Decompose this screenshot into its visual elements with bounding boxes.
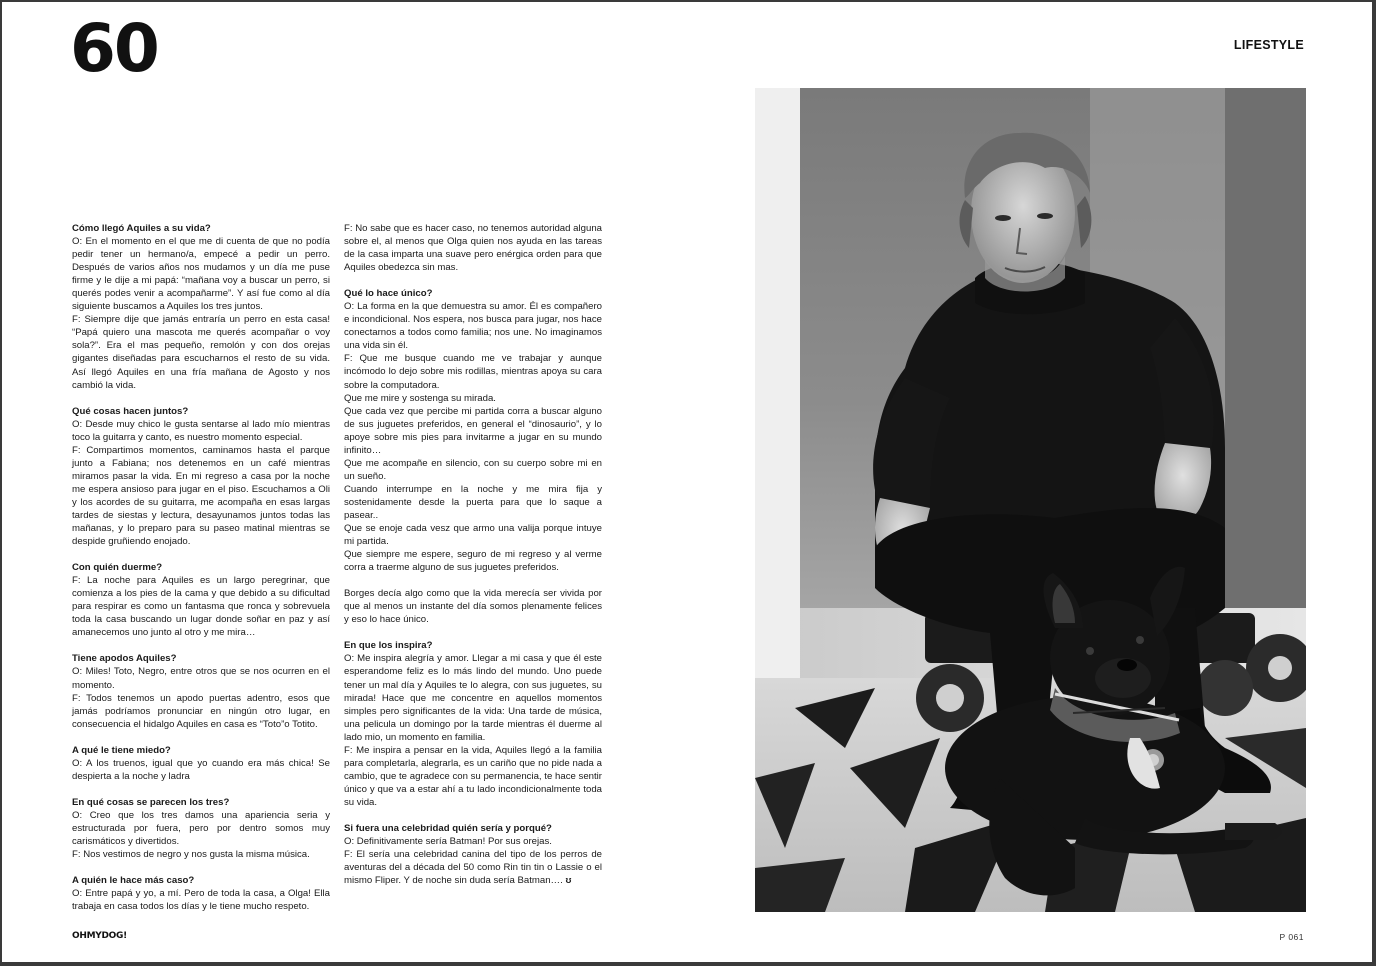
answer: Que se enoje cada vesz que armo una valija porque intuye mi partida. [344,523,602,548]
question: Cómo llegó Aquiles a su vida? [72,223,211,234]
portrait-photo [755,88,1306,912]
qa-block-celebrity [344,822,602,887]
qa-block-similarities [72,796,330,861]
question: Con quién duerme? [72,562,163,574]
magazine-spread [2,2,1372,962]
page-number: P 061 [1279,932,1304,942]
section-label: LIFESTYLE [1233,38,1304,52]
interview-column-left [72,222,330,926]
answer: O: En el momento en el que me di cuenta de que no podía pedir tener un hermano/a, empecé a pedir un perro. Después de varios años nos mudamos y un día me puse firme y le dije a mi papá: “mañana voy a buscar un perro, si querés podes venir a acompañarme”. Y así fue como al día siguiente buscamos a Aquiles los tres juntos. [72,236,330,313]
answer: O: Creo que los tres damos una apariencia seria y estructurada por fuera, pero por dentro somos muy carismáticos y divertidos. [72,809,330,847]
qa-block-sleep [72,561,330,639]
question: Tiene apodos Aquiles? [72,653,177,665]
qa-block-inspiration [344,639,602,809]
answer [344,848,602,887]
answer: F: No sabe que es hacer caso, no tenemos autoridad alguna sobre el, al menos que Olga quien nos ayuda en las tareas de la casa imparta una suave pero enérgica orden para que Aquiles obedezca sin mas. [344,223,602,274]
answer: F: Compartimos momentos, caminamos hasta el parque junto a Fabiana; nos detenemos en un café mientras miramos pasar la vida. En mi regreso a casa por la noche me espera ansioso para jugar en el piso. Escuchamos a Oli y los acordes de su guitarra, me acompaña en esas largas tardes de siestas y lectura, desayunamos juntos todas las mañanas, y lo preparo para su paseo matinal mientras se despide gruñiendo enojado. [72,444,330,548]
end-mark-icon: ʊ [565,875,572,887]
answer-text: F: El sería una celebridad canina del tipo de los perros de aventuras del a década del 50 como Rin tin tin o Lassie o el mismo Fliper. Y de noche sin duda sería Batman…. [344,849,602,887]
qa-block-nicknames [72,652,330,730]
answer: O: Desde muy chico le gusta sentarse al lado mío mientras toco la guitarra y canto, es nuestro momento especial. [72,418,330,443]
answer: Que siempre me espere, seguro de mi regreso y al verme corra a traerme alguno de sus juguetes preferidos. [344,549,602,574]
issue-number: 60 [70,10,158,87]
answer: O: Entre papá y yo, a mí. Pero de toda la casa, a Olga! Ella trabaja en casa todos los días y le tiene mucho respeto. [72,888,330,913]
photo-illustration [755,88,1306,912]
qa-block-obedience [72,874,330,913]
answer: F: Que me busque cuando me ve trabajar y aunque incómodo lo dejo sobre mis rodillas, mientras apoya su cara sobre la computadora. [344,353,602,391]
answer: O: A los truenos, igual que yo cuando era más chica! Se despierta a la noche y ladra [72,757,330,782]
question: Si fuera una celebridad quién sería y porqué? [344,822,552,834]
answer: F: Nos vestimos de negro y nos gusta la misma música. [72,849,310,861]
question: En qué cosas se parecen los tres? [72,796,230,808]
answer: Cuando interrumpe en la noche y me mira fija y sostenidamente desde la puerta para que lo saque a pasear.. [344,483,602,521]
qa-block-together [72,405,330,549]
answer: Que cada vez que percibe mi partida corra a buscar alguno de sus juguetes preferidos, en general el “dinosaurio”, y lo apoye sobre mis pies para invitarme a jugar en su mundo infinito… [344,405,602,456]
answer: Borges decía algo como que la vida merecía ser vivida por que al menos un instante del día somos plenamente felices y eso lo hace único. [344,588,602,626]
answer: O: La forma en la que demuestra su amor. Él es compañero e incondicional. Nos espera, nos busca para jugar, nos hace conectarnos a todos como familia; nos une. No imaginamos una vida sin él. [344,301,602,352]
brand-logo: OHMYDOG! [72,931,127,941]
answer: O: Me inspira alegría y amor. Llegar a mi casa y que él este esperandome feliz es lo más lindo del mundo. Uno puede tener un mal día y Aquiles te lo alegra, con sus juguetes, su mirada! Hace que me concentre en aquellos momentos simples pero significantes de la vida: Una tarde de música, una pelicula un domingo por la tarde mientras él duerme al lado mio, un momento en familia. [344,653,602,743]
answer: O: Miles! Toto, Negro, entre otros que se nos ocurren en el momento. [72,666,330,691]
qa-block-fears [72,744,330,783]
question: A qué le tiene miedo? [72,744,171,756]
answer: F: Me inspira a pensar en la vida, Aquiles llegó a la familia para completarla, alegrarla, es un cariño que no pide nada a cambio, que te agradece con su permanencia, te hace sentir único y que va a estar ahí a tu lado incondicionalmente toda su vida. [344,744,602,808]
answer: F: Siempre dije que jamás entraría un perro en esta casa! “Papá quiero una mascota me querés acompañar o voy sola?”. Era el mas pequeño, remolón y con dos orejas gigantes diseñadas para escucharnos el resto de su vida. Así llegó Aquiles en una fría mañana de Agosto y nos cambió la vida. [72,314,330,391]
answer: F: Todos tenemos un apodo puertas adentro, esos que jamás podríamos pronunciar en ningún otro lugar, en consecuencia el hidalgo Aquiles en casa es “Toto”o Totito. [72,692,330,730]
answer: F: La noche para Aquiles es un largo peregrinar, que comienza a los pies de la cama y que debido a su dificultad para respirar es como un fantasma que ronca y sobrevuela toda la casa buscando un lugar donde soñar en paz y así amanecemos uno junto al otro y me mira… [72,575,330,639]
answer: O: Definitivamente sería Batman! Por sus orejas. [344,836,552,848]
question: En que los inspira? [344,640,433,652]
paragraph-gap [344,574,602,587]
question: A quién le hace más caso? [72,875,195,887]
qa-block-arrival [72,222,330,392]
question: Qué cosas hacen juntos? [72,405,189,417]
qa-block-obedience-continued [344,222,602,274]
question: Qué lo hace único? [344,288,433,300]
answer: Que me mire y sostenga su mirada. [344,392,496,404]
qa-block-unique [344,287,602,626]
interview-column-right [344,222,602,900]
answer: Que me acompañe en silencio, con su cuerpo sobre mi en un sueño. [344,457,602,482]
